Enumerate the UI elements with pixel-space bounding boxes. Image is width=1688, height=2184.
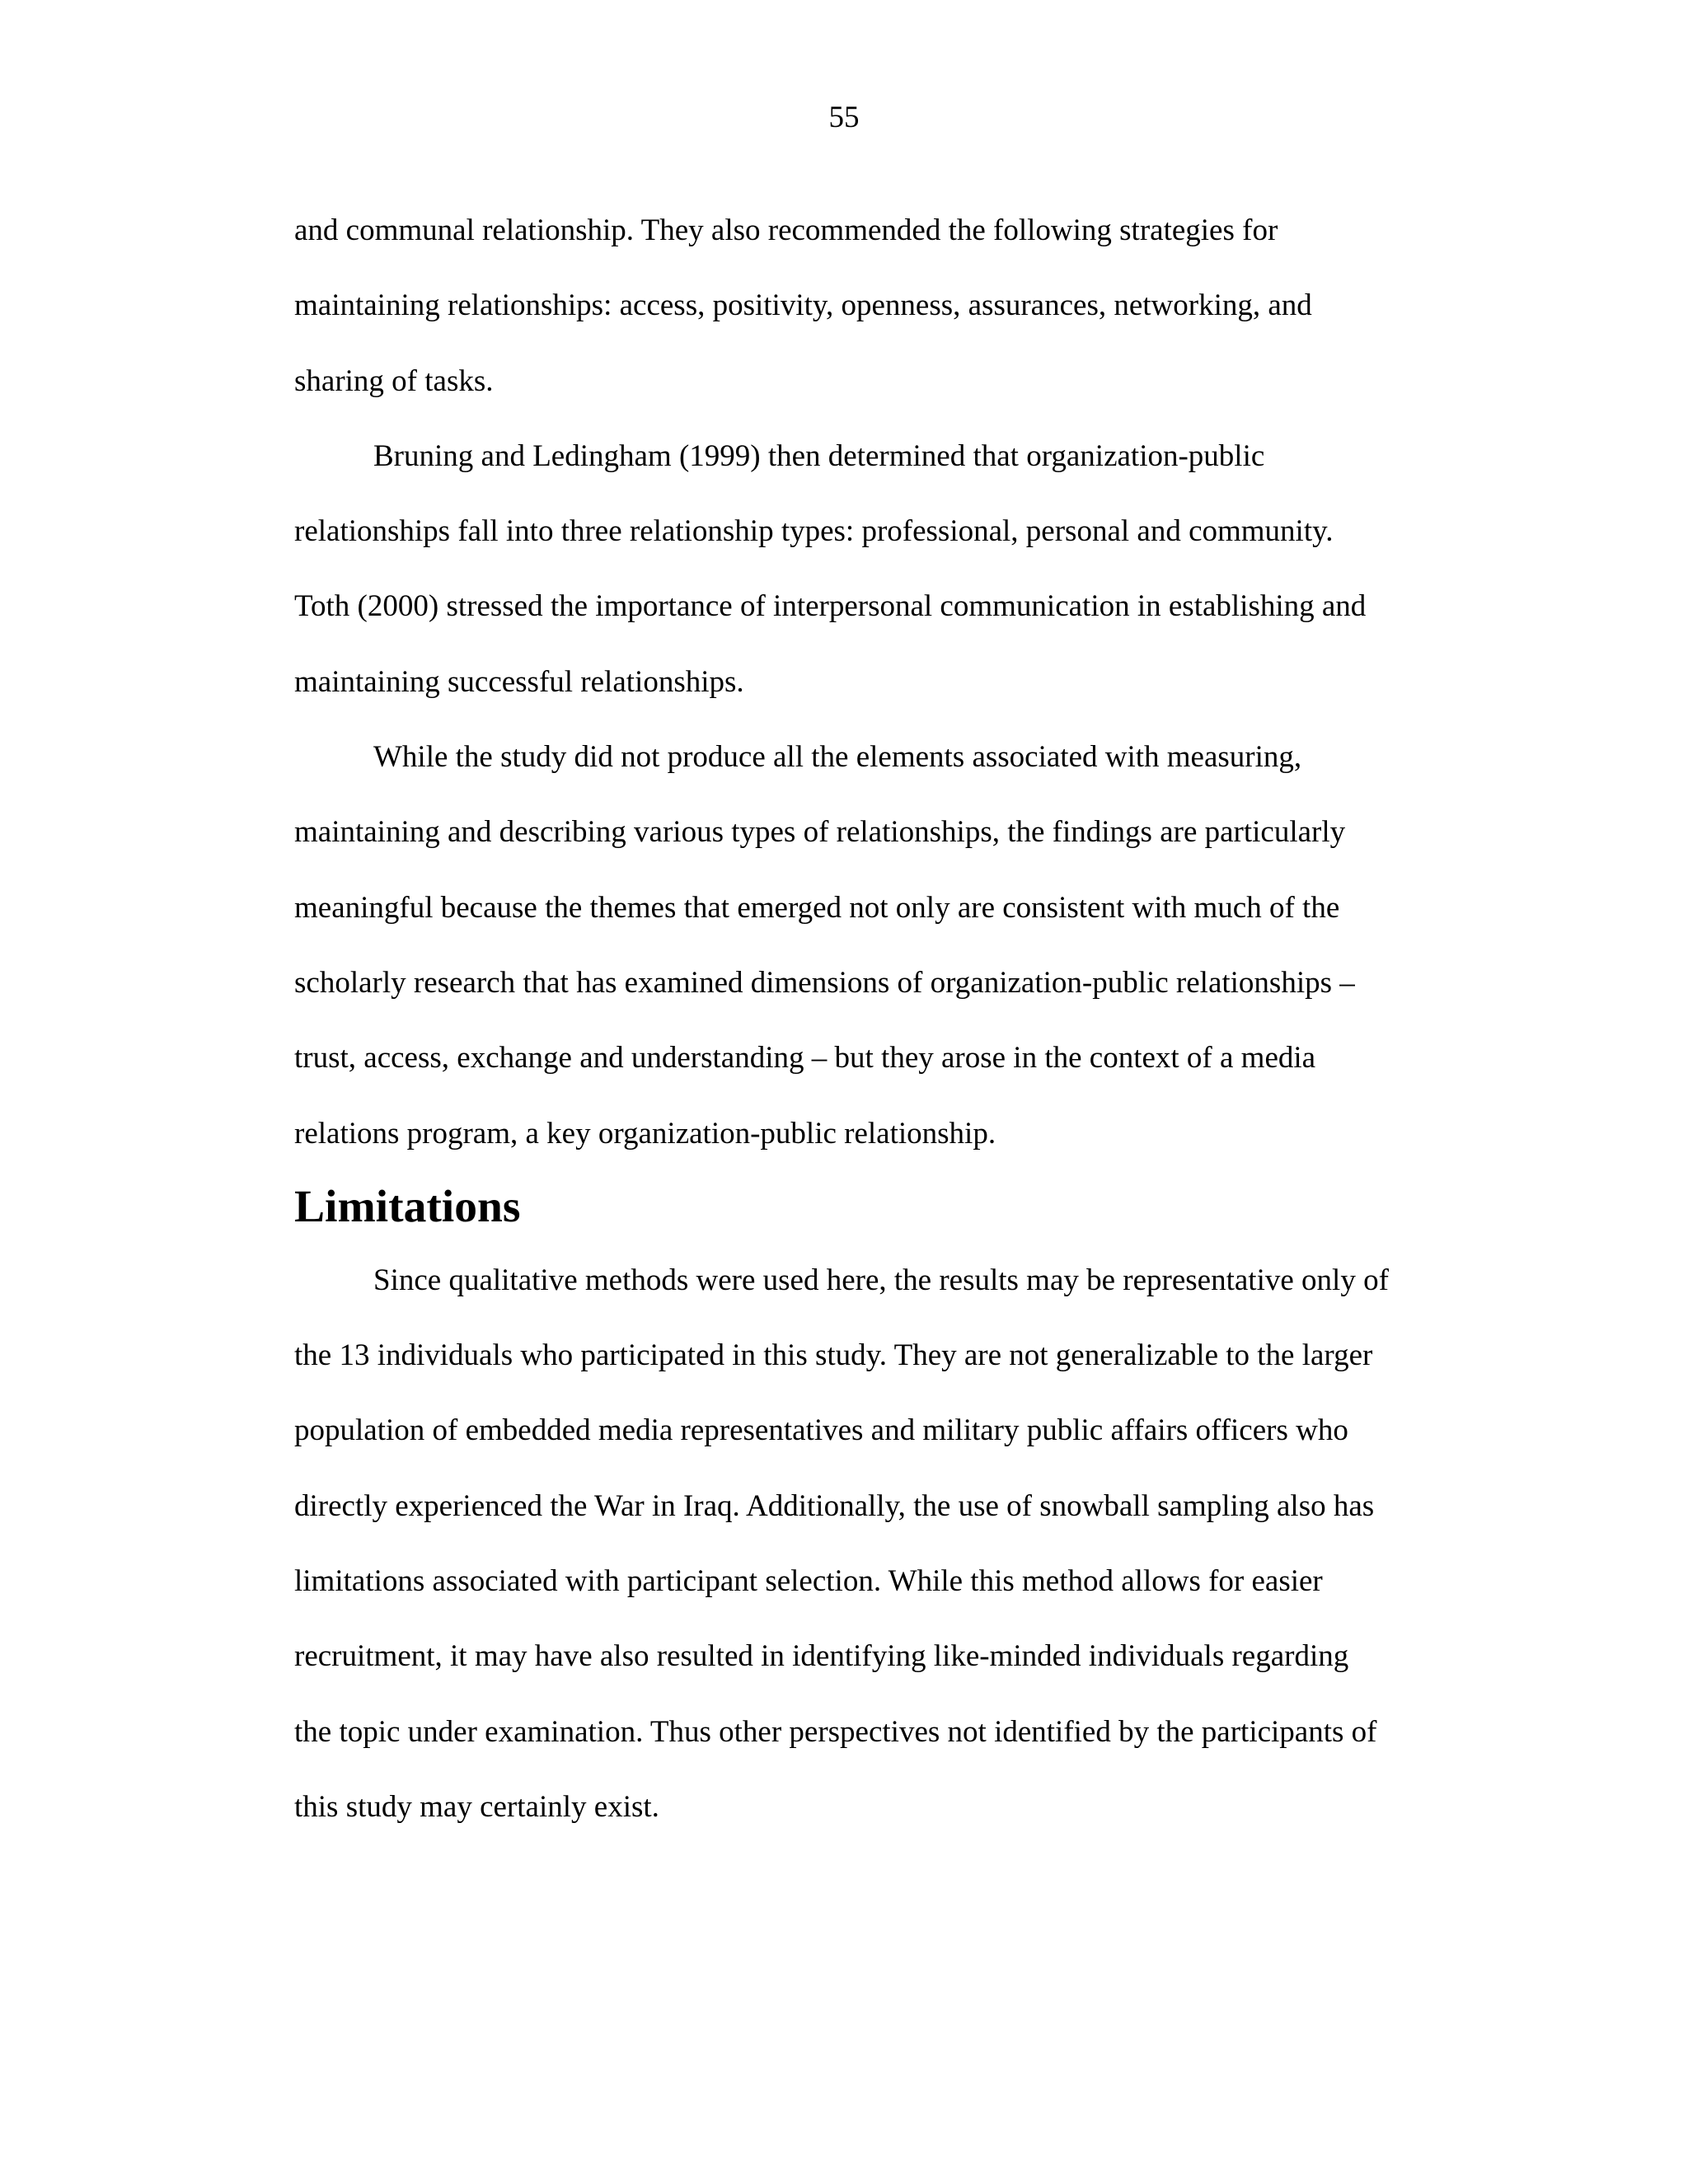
paragraph-line: Since qualitative methods were used here, the results may be representative only of [373,1263,1389,1297]
paragraph-line: population of embedded media representatives and military public affairs officers who [294,1413,1348,1448]
paragraph-line: maintaining successful relationships. [294,664,744,699]
paragraph-line: and communal relationship. They also recommended the following strategies for [294,213,1278,247]
page-number: 55 [828,101,860,134]
paragraph-2 [294,419,1473,719]
paragraph-line: the topic under examination. Thus other perspectives not identified by the participants of [294,1714,1377,1749]
body-text [294,193,1473,1844]
paragraph-4 [294,1243,1473,1844]
paragraph-line: sharing of tasks. [294,363,494,398]
paragraph-line: directly experienced the War in Iraq. Additionally, the use of snowball sampling also has [294,1488,1375,1523]
paragraph-line: relations program, a key organization-public relationship. [294,1116,996,1151]
paragraph-line: Toth (2000) stressed the importance of interpersonal communication in establishing and [294,589,1367,624]
paragraph-line: relationships fall into three relationship types: professional, personal and community. [294,514,1334,549]
paragraph-line: While the study did not produce all the elements associated with measuring, [373,740,1302,775]
paragraph-line: meaningful because the themes that emerged not only are consistent with much of the [294,890,1340,925]
paragraph-line: Bruning and Ledingham (1999) then determined that organization-public [373,438,1265,473]
paragraph-line: this study may certainly exist. [294,1789,659,1824]
paragraph-line: maintaining relationships: access, positivity, openness, assurances, networking, and [294,288,1312,323]
paragraph-line: recruitment, it may have also resulted in identifying like-minded individuals regarding [294,1639,1349,1674]
paragraph-line: scholarly research that has examined dimensions of organization-public relationships – [294,965,1355,1000]
paragraph-3 [294,719,1473,1171]
paragraph-line: trust, access, exchange and understanding – but they arose in the context of a media [294,1041,1316,1076]
paragraph-1 [294,193,1473,419]
section-heading: Limitations [294,1181,521,1232]
paragraph-line: the 13 individuals who participated in this study. They are not generalizable to the larger [294,1338,1373,1373]
paragraph-line: maintaining and describing various types of relationships, the findings are particularly [294,815,1346,850]
paragraph-line: limitations associated with participant selection. While this method allows for easier [294,1564,1323,1599]
